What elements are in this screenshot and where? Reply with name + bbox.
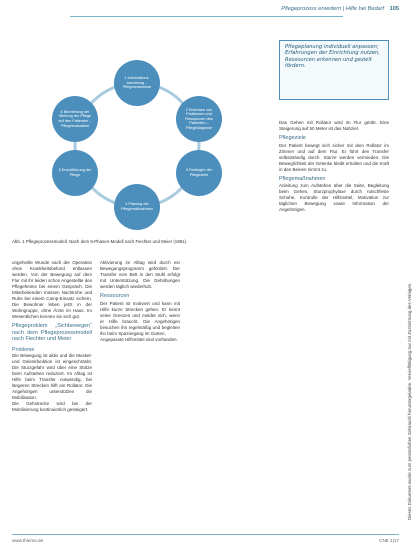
col3-heading: Pflegeziele [279,135,306,142]
node-3: 3 Festlegen der Pflegeziele [176,150,222,196]
side-note-text: Dieses Dokument wurde zum persönlichen Gebrauch heruntergeladen. Vervielfältigung nur mit Zustimmung des Verlages. [407,282,412,520]
column-2 [100,260,180,343]
node-2: 2 Erkennen von Problemen und Ressourcen des Patienten – Pflegediagnose [176,96,222,142]
callout-box: Pflegeplanung individuell anpassen; Erfahrungen der Einrichtung nutzen, Ressourcen erkennen und gezielt fördern. [279,40,389,100]
col3-paragraph: Das Gehen mit Rollator wird im Flur geübt. Eine Steigerung auf 50 Meter ist das Nahziel. [279,120,389,132]
node-1: 1 Informations-sammlung – Pflegeanamnese [114,60,160,106]
header-rule [70,16,343,17]
col1-paragraph: ungeheilte Wunde nach der Operation ohne Krankheitsbefund entlassen werden. Von der Bewegung auf dem Flur mit ihr leiden schon Angestellte des Pflegeheims bei einem Gespräch. Die Mitarbeitenden müssen Nachtruhe und Ruhe bei einem Camp-Einsatz sichern. Die Bewohner leben jetzt in der Wohngruppe, ohne Ärzte im Haus. Im Wesentlichen kennen sie sich gut. [12,260,92,320]
node-6: 6 Beurteilung der Wirkung der Pflege auf den Patienten – Pflegeevaluation [52,96,98,142]
page-number: 105 [389,6,399,12]
process-diagram [12,58,262,233]
footer-left: www.thieme.de [12,538,44,543]
footer-rule [12,534,399,535]
col3-heading-2: Pflegemaßnahmen [279,175,326,182]
column-3 [279,120,389,213]
col2-paragraph-2: Der Patient ist motiviert und kann mit Hilfe kurze Strecken gehen. Er kennt seine Grenzen und meldet sich, wenn er Hilfe braucht. Die Angehörigen besuchen ihn regelmäßig und begleiten ihn beim Spaziergang im Garten. [100,300,180,336]
figure-caption: Abb. 1 Pflegeprozessmodell. Nach dem 6-Phasen-Modell nach Fiechter und Meier (1981). [12,239,188,244]
node-5: 5 Durchführung der Pflege [52,150,98,196]
header-subtitle: | Hilfe bei Bedarf [342,6,385,12]
header-title: Pflegeprozess erweitern [281,6,342,12]
footer-right: CNE 1|17 [379,538,399,543]
col3-paragraph-2: Der Patient bewegt sich sicher mit dem Rollator im Zimmer und auf dem Flur. Er führt den Transfer selbstständig durch. Stürze werden vermieden. Die Beweglichkeit der Gelenke bleibt erhalten und die Kraft in den Beinen nimmt zu. [279,142,389,172]
side-copyright-note [397,120,412,520]
col2-paragraph-3: Angepasste Hilfsmittel sind vorhanden. [100,336,178,342]
node-4: 4 Planung der Pflegemaßnahmen [114,184,160,230]
col2-paragraph: Aktivierung im Alltag wird durch ein Bewegungsprogramm gefördert. Der Transfer vom Bett in den Stuhl erfolgt mit Unterstützung. Die Gehübungen werden täglich wiederholt. [100,260,180,290]
column-1 [12,260,92,413]
col1-paragraph-2: Die Bewegung ist aktiv und die Muskel- und Gelenkfunktion ist eingeschränkt. Die Sturzgefahr wird über eine Stütze beim Aufstehen reduziert. Im Alltag ist Hilfe beim Transfer notwendig, bei längeren Strecken hilft ein Rollator. Die Angehörigen unterstützen die Mobilisation. [12,352,92,401]
col1-paragraph-3: Die Gehstrecke wird bei der Mobilisierung kontinuierlich gesteigert. [12,401,92,413]
col3-paragraph-3: Anleitung zum Aufstehen über die Seite, Begleitung beim Gehen, Sturzprophylaxe durch rutschfeste Schuhe, Kontrolle der Hilfsmittel, Motivation zur täglichen Bewegung sowie Information der Angehörigen. [279,183,389,213]
col1-subheading: Probleme [12,346,35,353]
col1-heading: Pflegeproblem „Sichbewegen“ nach dem Pflegeprozessmodell nach Fiechter und Meier [12,323,92,343]
running-header [281,6,399,12]
col2-heading: Ressourcen [100,293,130,300]
